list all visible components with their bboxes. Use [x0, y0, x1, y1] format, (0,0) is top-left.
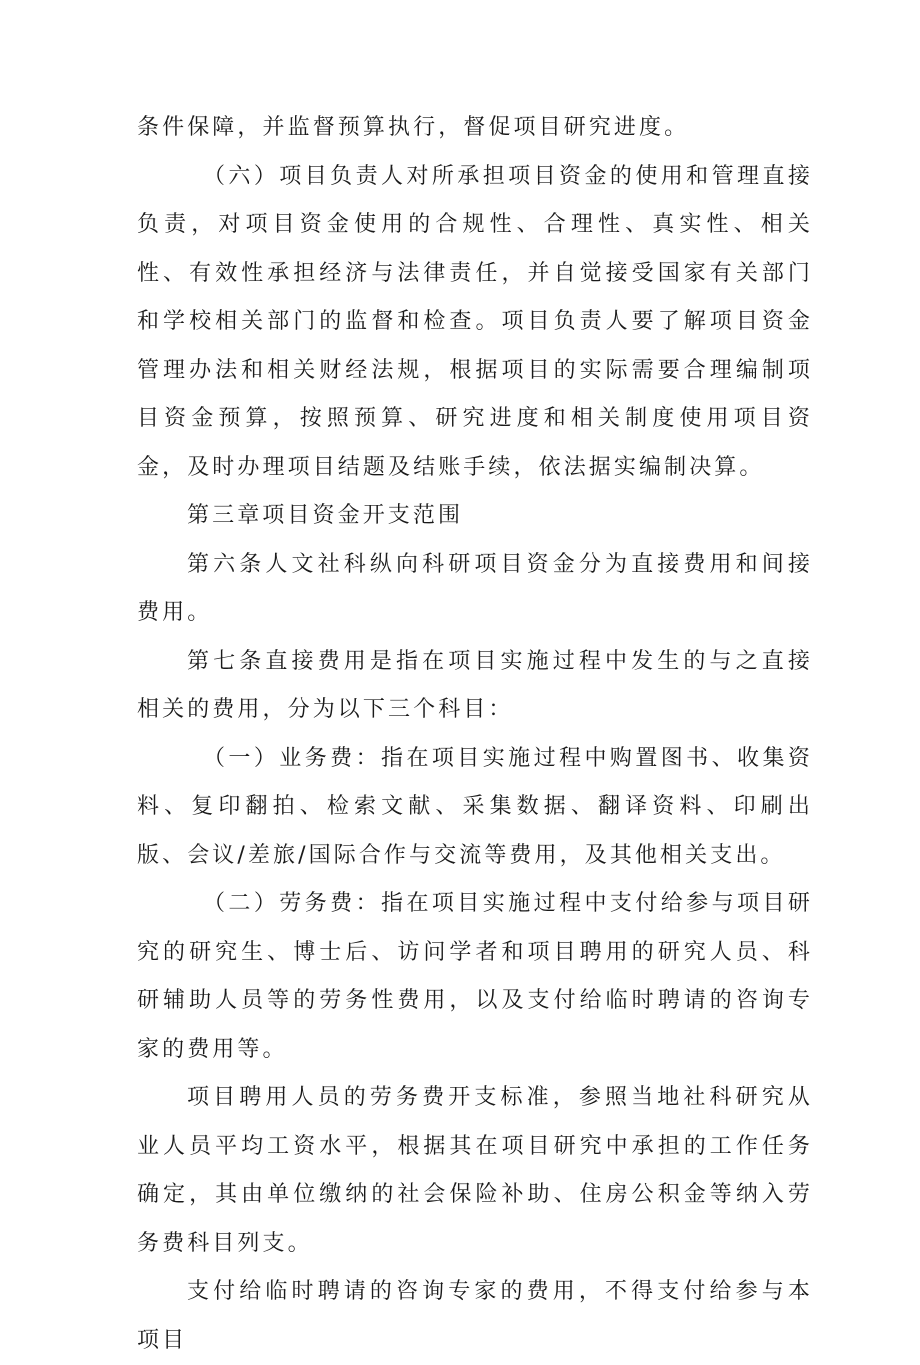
item-business-fee: （一）业务费：指在项目实施过程中购置图书、收集资料、复印翻拍、检索文献、采集数据、翻译资料、印刷出版、会议/差旅/国际合作与交流等费用，及其他相关支出。 — [137, 745, 813, 868]
labor-fee-standard: 项目聘用人员的劳务费开支标准，参照当地社科研究从业人员平均工资水平，根据其在项目研究中承担的工作任务确定，其由单位缴纳的社会保险补助、住房公积金等纳入劳务费科目列支。 — [137, 1085, 813, 1256]
article-seven: 第七条直接费用是指在项目实施过程中发生的与之直接相关的费用，分为以下三个科目： — [137, 648, 813, 722]
item-labor-fee: （二）劳务费：指在项目实施过程中支付给参与项目研究的研究生、博士后、访问学者和项目聘用的研究人员、科研辅助人员等的劳务性费用，以及支付给临时聘请的咨询专家的费用等。 — [137, 891, 813, 1062]
paragraph-item-six: （六）项目负责人对所承担项目资金的使用和管理直接负责，对项目资金使用的合规性、合理性、真实性、相关性、有效性承担经济与法律责任，并自觉接受国家有关部门和学校相关部门的监督和检查。项目负责人要了解项目资金管理办法和相关财经法规，根据项目的实际需要合理编制项目资金预算，按照预算、研究进度和相关制度使用项目资金，及时办理项目结题及结账手续，依法据实编制决算。 — [137, 163, 813, 480]
paragraph-continuation: 条件保障，并监督预算执行，督促项目研究进度。 — [137, 115, 690, 140]
article-six: 第六条人文社科纵向科研项目资金分为直接费用和间接费用。 — [137, 551, 813, 625]
chapter-heading: 第三章项目资金开支范围 — [187, 503, 464, 528]
consultant-fee-note: 支付给临时聘请的咨询专家的费用，不得支付给参与本项目 — [137, 1279, 813, 1353]
document-body — [137, 104, 813, 1365]
